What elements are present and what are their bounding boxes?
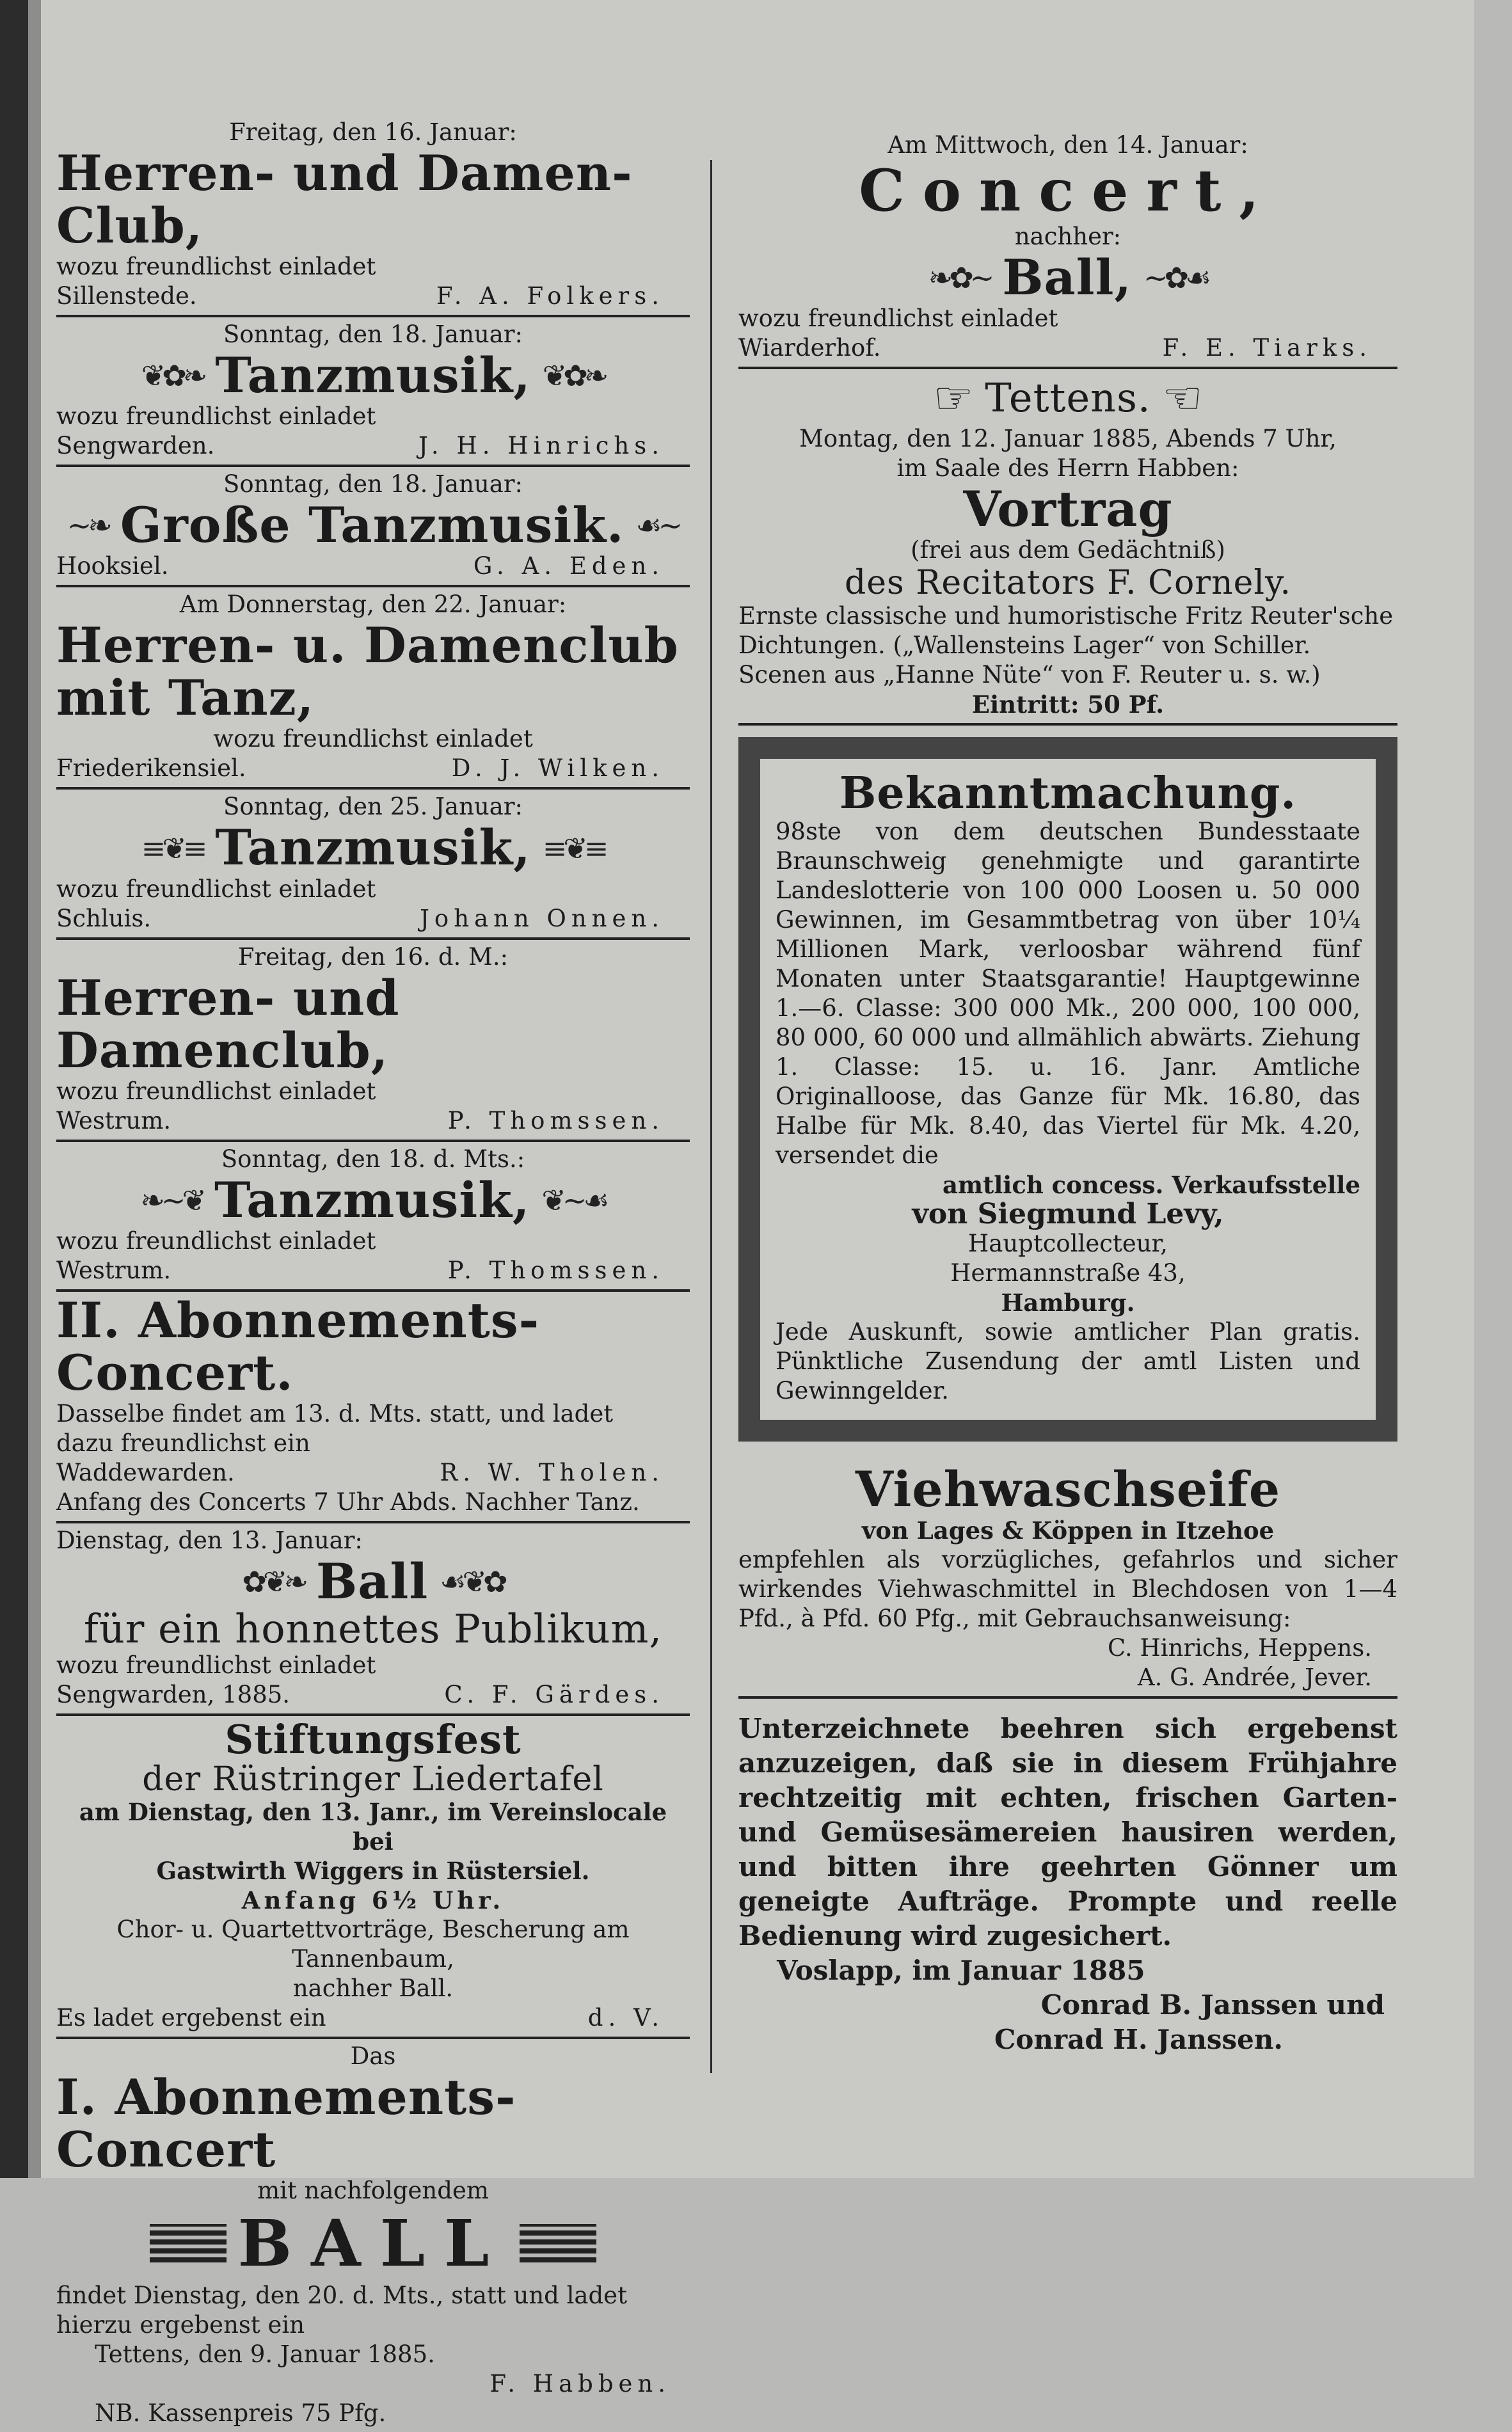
left-column [56, 115, 690, 2432]
ad-date: Freitag, den 16. Januar: [229, 118, 517, 146]
ad-text: Anfang 6½ Uhr. [241, 1886, 505, 1915]
ornament-icon: ✿❦❧ [242, 1564, 305, 1599]
ad-text: Dasselbe findet am 13. d. Mts. statt, und ladet [56, 1399, 614, 1427]
ad-abonnements-concert-1 [56, 2039, 690, 2432]
ad-place: Friederikensiel. [56, 754, 246, 783]
ad-text: Tettens, den 9. Januar 1885. [95, 2341, 435, 2369]
ad-text: Montag, den 12. Januar 1885, Abends 7 Uhr, [799, 425, 1337, 453]
ad-vortrag-tettens [738, 369, 1397, 725]
ad-place: Waddewarden. [56, 1458, 235, 1486]
ad-host: F. A. Folkers. [436, 282, 664, 310]
ad-host: J. H. Hinrichs. [418, 432, 664, 460]
ornament-icon: ❧~❦ [140, 1182, 203, 1218]
ad-title: Herren- und Damenclub, [56, 969, 400, 1079]
ad-text: Hamburg. [1001, 1288, 1135, 1317]
ornament-icon [150, 2224, 227, 2262]
ad-text: am Dienstag, den 13. Janr., im Vereinslocale bei [79, 1798, 667, 1856]
ad-text: Ernste classische und humoristische Fritz Reuter'sche [738, 601, 1394, 630]
ad-text: findet Dienstag, den 20. d. Mts., statt und ladet [56, 2282, 627, 2310]
ad-host: P. Thomssen. [447, 1106, 664, 1134]
scan-edge-shadow [28, 0, 41, 2178]
ad-text: Scenen aus „Hanne Nüte“ von F. Reuter u. s. w.) [738, 660, 1321, 688]
ad-ball-sengwarden [56, 1523, 690, 1716]
ad-seller: C. Hinrichs, Heppens. [1107, 1634, 1372, 1662]
ad-place: Wiarderhof. [738, 334, 881, 362]
ad-host: d. V. [587, 2004, 664, 2032]
ad-entry-price: Eintritt: 50 Pf. [971, 690, 1165, 719]
ad-date: Dienstag, den 13. Januar: [56, 1526, 363, 1554]
ornament-icon: ❦✿❧ [542, 358, 605, 393]
column-divider [710, 160, 712, 2073]
ornament-icon: ~❧ [67, 508, 109, 543]
ad-title: Tanzmusik, [215, 347, 531, 404]
newspaper-page [41, 0, 1474, 2428]
ad-text: 98ste von dem deutschen Bundesstaate Braunschweig genehmigte und garantirte Landeslotterie von 100 000 Loosen u. 50 000 Gewinnen, im Gesammtbetrag von über 10¼ Millionen Mark, verloosbar während fünf Monaten unter Staatsgarantie! Hauptgewinne 1.—6. Classe: 300 000 Mk., 200 000, 100 000, 80 000, 60 000 und allmählich abwärts. Ziehung 1. Classe: 15. u. 16. Janr. Amtliche Originalloose, das Ganze für Mk. 16.80, das Halbe für Mk. 8.40, das Viertel für Mk. 4.20, versendet die [776, 817, 1360, 1169]
ad-text: empfehlen als vorzügliches, gefahrlos und sicher wirkendes Viehwaschmittel in Blechdosen von 1—4 Pfd., à Pfd. 60 Pfg., mit Gebrauchsanweisung: [738, 1546, 1397, 1633]
ad-host: Johann Onnen. [420, 904, 664, 932]
ornament-icon: ❦✿❧ [141, 358, 204, 393]
ornament-icon: ❦~☙ [541, 1182, 606, 1218]
ad-invite: wozu freundlichst einladet [56, 1651, 376, 1679]
ad-subtitle: der Rüstringer Liedertafel [142, 1760, 604, 1799]
ad-host: G. A. Eden. [473, 552, 664, 580]
ad-subtitle: für ein honnettes Publikum, [83, 1605, 663, 1653]
ad-invite: wozu freundlichst einladet [56, 1227, 376, 1255]
ad-place: Voslapp, im Januar 1885 [777, 1955, 1145, 1987]
ad-place: Westrum. [56, 1256, 171, 1284]
ad-text: dazu freundlichst ein [56, 1429, 310, 1457]
ad-title: I. Abonnements-Concert [56, 2069, 516, 2179]
ad-place: Sengwarden, 1885. [56, 1680, 290, 1708]
ad-text: Hermannstraße 43, [950, 1259, 1186, 1287]
ad-place: Westrum. [56, 1106, 171, 1134]
ad-title: Ball [316, 1552, 429, 1610]
ad-title: Vortrag [963, 481, 1173, 538]
ad-ball: BALL [237, 2205, 509, 2282]
ad-invite: wozu freundlichst einladet [56, 875, 376, 903]
ad-text: Anfang des Concerts 7 Uhr Abds. Nachher Tanz. [56, 1488, 640, 1516]
ad-place: Schluis. [56, 904, 152, 932]
ad-saemereien [738, 1699, 1397, 2061]
ad-seller: amtlich concess. Verkaufsstelle [943, 1170, 1360, 1199]
ad-reciter: des Recitators F. Cornely. [844, 564, 1291, 603]
ad-date: Am Mittwoch, den 14. Januar: [887, 131, 1248, 159]
ad-damenclub-westrum [56, 940, 690, 1142]
ad-title: Concert, [859, 157, 1277, 225]
ad-text: Hauptcollecteur, [968, 1229, 1168, 1257]
ad-text: Gastwirth Wiggers in Rüstersiel. [156, 1857, 590, 1886]
ad-damenclub-tanz [56, 587, 690, 790]
ornament-icon: ☙~ [635, 508, 680, 543]
ad-subtitle: (frei aus dem Gedächtniß) [911, 536, 1225, 564]
ad-date: Am Donnerstag, den 22. Januar: [179, 591, 567, 619]
ad-place: Sengwarden. [56, 432, 215, 460]
ornament-icon: ❧✿~ [928, 260, 991, 296]
ad-subtitle: von Lages & Köppen in Itzehoe [861, 1516, 1275, 1545]
ornament-icon: ≡❦≡ [141, 831, 204, 866]
ad-invite: wozu freundlichst einladet [213, 725, 533, 753]
ad-title: Tanzmusik, [214, 1171, 530, 1228]
ad-host: D. J. Wilken. [451, 754, 664, 783]
ad-title: Herren- und Damen-Club, [56, 145, 633, 255]
lottery-notice-border [738, 737, 1397, 1442]
ad-host: Conrad B. Janssen und [1040, 1989, 1385, 2021]
ad-host: Conrad H. Janssen. [994, 2024, 1284, 2056]
ad-invite: wozu freundlichst einladet [56, 402, 376, 431]
pointing-hand-left-icon: ☜ [1162, 372, 1203, 425]
ad-title: Bekanntmachung. [839, 767, 1297, 819]
ad-text: im Saale des Herrn Habben: [896, 454, 1239, 482]
ad-seller: A. G. Andrée, Jever. [1137, 1664, 1372, 1692]
ad-text: Chor- u. Quartettvorträge, Bescherung am Tannenbaum, [116, 1916, 630, 1973]
ad-date: Sonntag, den 18. Januar: [223, 321, 523, 349]
ad-text: Jede Auskunft, sowie amtlicher Plan gratis. Pünktliche Zusendung der amtl Listen und Gewinngelder. [776, 1317, 1360, 1404]
ad-seller: von Siegmund Levy, [912, 1197, 1224, 1230]
ad-place: Tettens. [985, 374, 1151, 421]
ad-date: Sonntag, den 25. Januar: [223, 793, 523, 821]
ad-title: Herren- u. Damenclub mit Tanz, [56, 617, 679, 727]
ad-place: Hooksiel. [56, 552, 169, 580]
ad-pretitle: Das [350, 2042, 396, 2070]
ad-invite: wozu freundlichst einladet [56, 1077, 376, 1105]
ornament-icon: ☙❦✿ [440, 1564, 504, 1599]
ad-ball: Ball, [1002, 249, 1132, 306]
ad-tanzmusik-schluis [56, 790, 690, 939]
ad-title: Große Tanzmusik. [120, 497, 625, 554]
ad-stiftungsfest [56, 1716, 690, 2039]
ad-title: II. Abonnements-Concert. [56, 1291, 540, 1401]
ad-host: R. W. Tholen. [440, 1458, 664, 1486]
ad-invite: wozu freundlichst einladet [56, 253, 376, 281]
ad-title: Tanzmusik, [215, 819, 531, 877]
ad-tanzmusik-westrum [56, 1142, 690, 1292]
ad-abonnements-concert-2 [56, 1292, 690, 1523]
right-column [738, 128, 1397, 2061]
ad-text: Unterzeichnete beehren sich ergebenst anzuzeigen, daß sie in diesem Frühjahre rechtzeitig mit echten, frischen Garten- und Gemüsesämereien hausiren werden, und bitten ihre geehrten Gönner um geneigte Aufträge. Prompte und reelle Bedienung wird zugesichert. [738, 1713, 1397, 1952]
ad-host: C. F. Gärdes. [444, 1680, 664, 1708]
ad-host: F. Habben. [489, 2370, 671, 2398]
pointing-hand-right-icon: ☞ [933, 372, 974, 425]
ad-text: Dichtungen. („Wallensteins Lager“ von Schiller. [738, 631, 1311, 659]
ad-invite: wozu freundlichst einladet [738, 305, 1058, 333]
ad-text: hierzu ergebenst ein [56, 2311, 305, 2339]
ad-host: F. E. Tiarks. [1162, 334, 1372, 362]
ad-text: Es ladet ergebenst ein [56, 2004, 326, 2032]
ornament-icon [520, 2224, 596, 2262]
ad-tanzmusik-sengwarden [56, 317, 690, 467]
ad-grosse-tanzmusik [56, 467, 690, 587]
ornament-icon: ≡❦≡ [542, 831, 605, 866]
ad-date: Sonntag, den 18. d. Mts.: [221, 1145, 525, 1173]
ad-title: Stiftungsfest [225, 1715, 521, 1763]
ad-viehwaschseife [738, 1461, 1397, 1699]
ad-date: Sonntag, den 18. Januar: [223, 470, 523, 498]
scan-edge [0, 0, 28, 2178]
ad-concert-wiarderhof [738, 128, 1397, 369]
lottery-notice [760, 759, 1376, 1420]
ad-herren-damen-club [56, 115, 690, 317]
ad-text: nachher Ball. [292, 1975, 454, 2003]
ad-date: Freitag, den 16. d. M.: [237, 942, 509, 971]
ad-place: Sillenstede. [56, 282, 197, 310]
ornament-icon: ~✿☙ [1143, 260, 1208, 296]
ad-text: nachher: [1014, 223, 1122, 251]
ad-title: Viehwaschseife [855, 1460, 1281, 1518]
ad-host: P. Thomssen. [447, 1256, 664, 1284]
ad-note: NB. Kassenpreis 75 Pfg. [95, 2399, 386, 2428]
ad-subtitle: mit nachfolgendem [257, 2177, 489, 2205]
